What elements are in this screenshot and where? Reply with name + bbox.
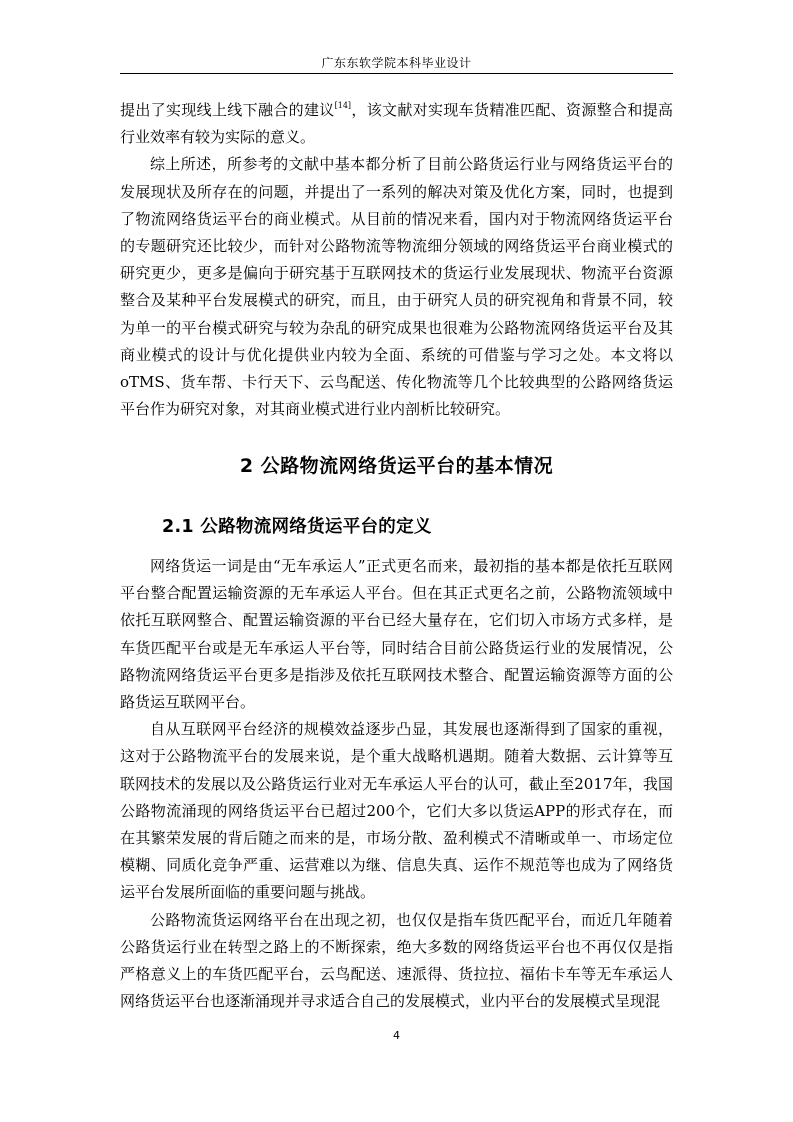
page-number: 4 <box>393 1029 400 1042</box>
paragraph: 综上所述，所参考的文献中基本都分析了目前公路货运行业与网络货运平台的发展现状及所存在的问题，并提出了一系列的解决对策及优化方案，同时，也提到了物流网络货运平台的商业模式。从目前的情况来看，国内对于物流网络货运平台的专题研究还比较少，而针对公路物流等物流细分领域的网络货运平台商业模式的研究更少，更多是偏向于研究基于互联网技术的货运行业发展现状、物流平台资源整合及某种平台发展模式的研究，而且，由于研究人员的研究视角和背景不同，较为单一的平台模式研究与较为杂乱的研究成果也很难为公路物流网络货运平台及其商业模式的设计与优化提供业内较为全面、系统的可借鉴与学习之处。本文将以oTMS、货车帮、卡行天下、云鸟配送、传化物流等几个比较典型的公路网络货运平台作为研究对象，对其商业模式进行业内剖析比较研究。 <box>120 155 673 419</box>
paragraph-text: ，该文献对实现车货精准匹配、资源整合和提高行业效率有较为实际的意义。 <box>120 101 673 147</box>
paragraph <box>120 97 673 151</box>
paragraph-text: 提出了实现线上线下融合的建议 <box>120 101 335 119</box>
citation-marker: [14] <box>334 101 352 110</box>
section-heading: 2.1 公路物流网络货运平台的定义 <box>162 517 432 537</box>
chapter-heading: 2 公路物流网络货运平台的基本情况 <box>239 455 554 477</box>
paragraph: 网络货运一词是由“无车承运人”正式更名而来，最初指的基本都是依托互联网平台整合配置运输资源的无车承运人平台。但在其正式更名之前，公路物流领域中依托互联网整合、配置运输资源的平台已经大量存在，它们切入市场方式多样，是车货匹配平台或是无车承运人平台等，同时结合目前公路货运行业的发展情况，公路物流网络货运平台更多是指涉及依托互联网技术整合、配置运输资源等方面的公路货运互联网平台。 <box>120 557 673 712</box>
section-body <box>120 553 673 1015</box>
paragraph: 自从互联网平台经济的规模效益逐步凸显，其发展也逐渐得到了国家的重视，这对于公路物流平台的发展来说，是个重大战略机遇期。随着大数据、云计算等互联网技术的发展以及公路货运行业对无车承运人平台的认可，截止至2017年，我国公路物流涌现的网络货运平台已超过200个，它们大多以货运APP的形式存在，而在其繁荣发展的背后随之而来的是，市场分散、盈利模式不清晰或单一、市场定位模糊、同质化竞争严重、运营难以为继、信息失真、运作不规范等也成为了网络货运平台发展所面临的重要问题与挑战。 <box>120 720 673 902</box>
intro-block <box>120 97 673 423</box>
running-header: 广东东软学院本科毕业设计 <box>321 56 472 70</box>
paragraph: 公路物流货运网络平台在出现之初，也仅仅是指车货匹配平台，而近几年随着公路货运行业在转型之路上的不断探索，绝大多数的网络货运平台也不再仅仅是指严格意义上的车货匹配平台，云鸟配送、速派得、货拉拉、福佑卡车等无车承运人网络货运平台也逐渐涌现并寻求适合自己的发展模式，业内平台的发展模式呈现混 <box>120 910 673 1011</box>
header-rule <box>120 73 673 74</box>
